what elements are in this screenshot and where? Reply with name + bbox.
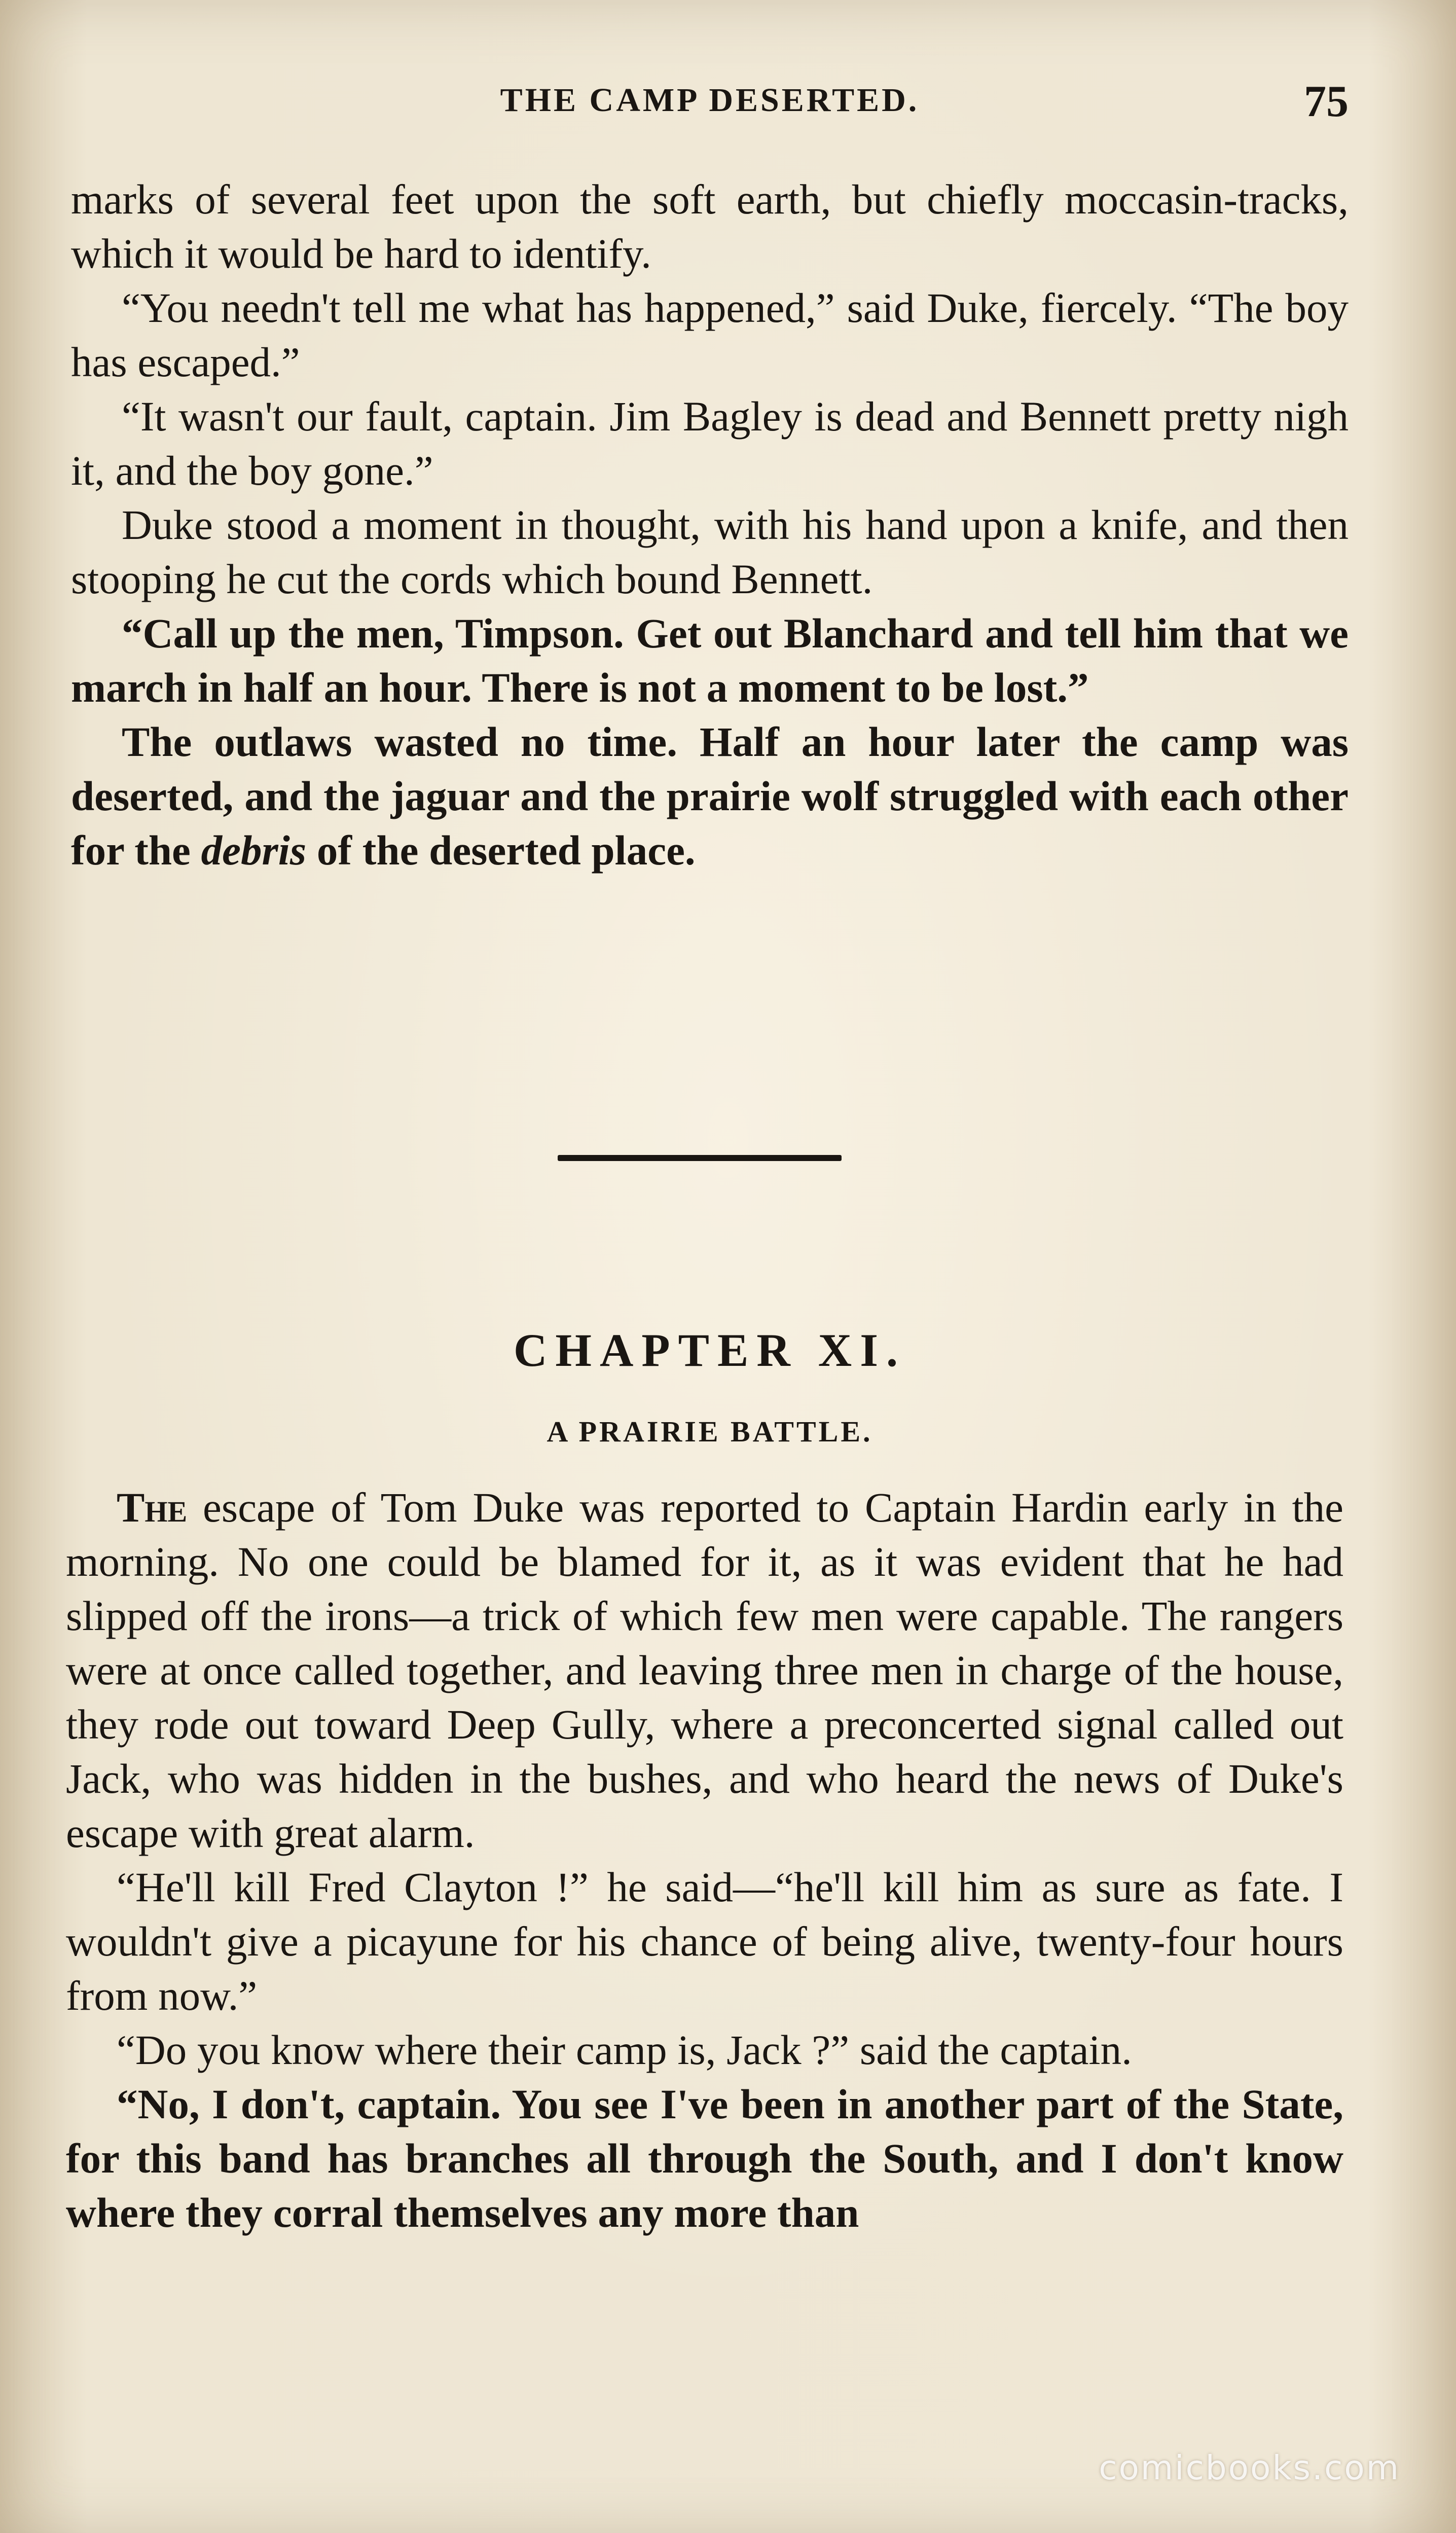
chapter-title: CHAPTER XI.: [513, 1324, 906, 1376]
paragraph-1: marks of several feet upon the soft earth, but chiefly moccasin-tracks, which it would be hard to identify.: [71, 176, 1349, 277]
section-divider: [558, 1155, 842, 1161]
watermark: comicbooks.com: [1099, 2448, 1400, 2487]
paragraph-6-start: The outlaws wasted no time. Half an hour later the camp was deserted, and the jaguar and the prairie wolf struggled with each other for the: [71, 718, 1349, 874]
chapter-paragraph-1-rest: escape of Tom Duke was reported to Captain Hardin early in the morning. No one could be blamed for it, as it was evident that he had slipped off the irons—a trick of which few men were capable. The rangers were at once called together, and leaving three men in charge of the house, they rode out toward Deep Gully, where a preconcerted signal called out Jack, who was hidden in the bushes, and who heard the news of Duke's escape with great alarm.: [66, 1484, 1343, 1856]
chapter-paragraph-3: “Do you know where their camp is, Jack ?” said the captain.: [117, 2027, 1132, 2073]
italic-word: debris: [201, 827, 307, 874]
page-number: 75: [1304, 77, 1349, 126]
chapter-text: [66, 1480, 1343, 2240]
paragraph-2: “You needn't tell me what has happened,” said Duke, fiercely. “The boy has escaped.”: [71, 284, 1349, 385]
paragraph-5: “Call up the men, Timpson. Get out Blanchard and tell him that we march in half an hour. There is not a moment to be lost.”: [71, 610, 1349, 711]
paragraph-6-end: of the deserted place.: [306, 827, 696, 874]
chapter-paragraph-2: “He'll kill Fred Clayton !” he said—“he'll kill him as sure as fate. I wouldn't give a picayune for his chance of being alive, twenty-four hours from now.”: [66, 1864, 1343, 2019]
body-text: [71, 172, 1349, 878]
chapter-paragraph-4: “No, I don't, captain. You see I've been in another part of the State, for this band has branches all through the South, and I don't know where they corral themselves any more than: [66, 2081, 1343, 2236]
paragraph-6: [71, 715, 1349, 878]
paragraph-4: Duke stood a moment in thought, with his hand upon a knife, and then stooping he cut the cords which bound Bennett.: [71, 501, 1349, 602]
chapter-paragraph-1: [66, 1480, 1343, 1860]
running-head: THE CAMP DESERTED.: [500, 82, 920, 119]
chapter-subtitle: A PRAIRIE BATTLE.: [547, 1415, 873, 1448]
chapter-lead-word: The: [117, 1484, 188, 1531]
page-header: [71, 76, 1349, 127]
paragraph-3: “It wasn't our fault, captain. Jim Bagley is dead and Bennett pretty nigh it, and the boy gone.”: [71, 393, 1349, 494]
